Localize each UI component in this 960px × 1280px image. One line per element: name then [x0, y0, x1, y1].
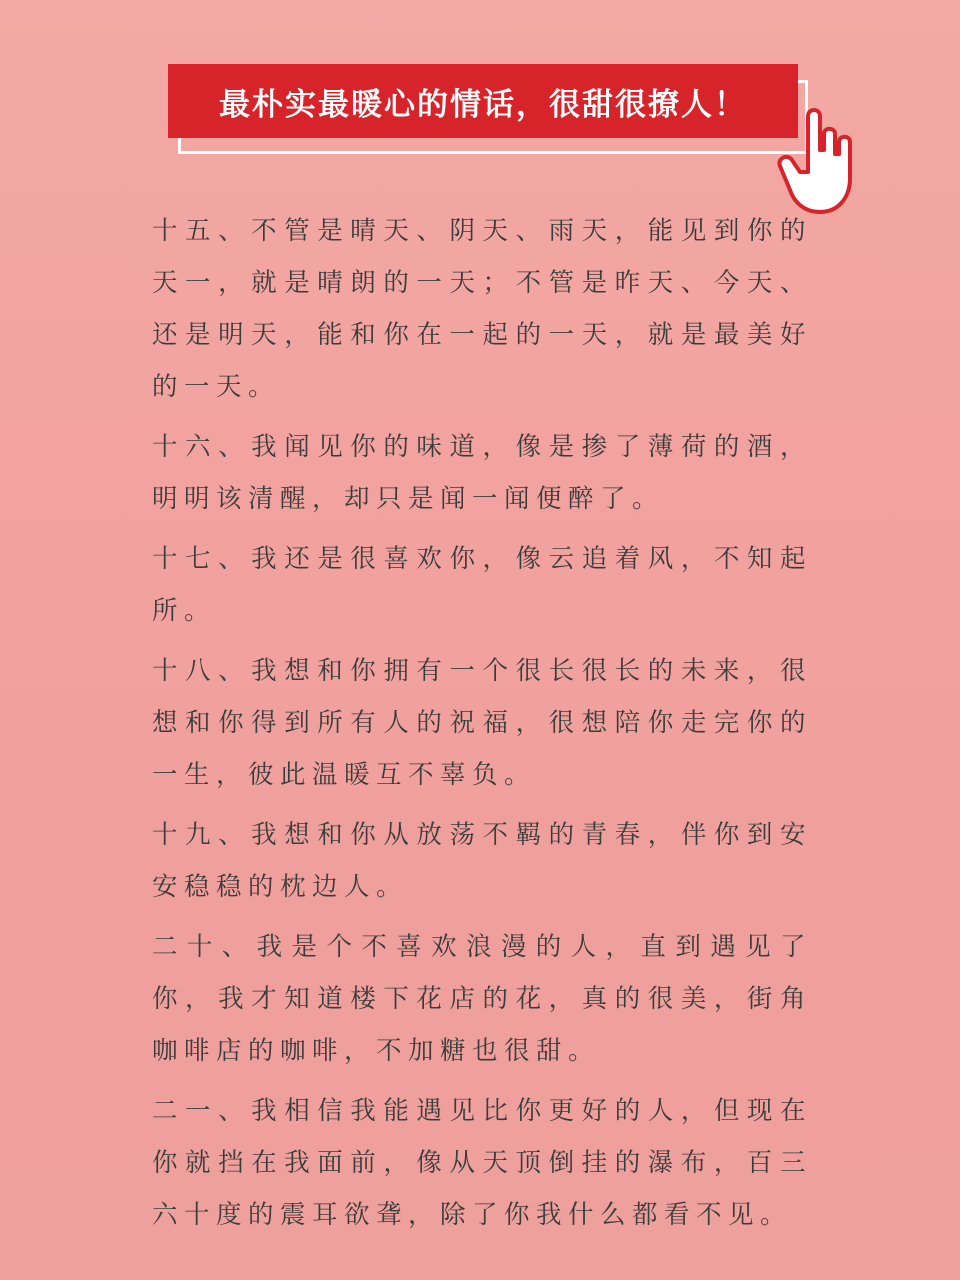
article-body — [0, 205, 960, 1249]
paragraph: 二一、我相信我能遇见比你更好的人，但现在你就挡在我面前，像从天顶倒挂的瀑布，百三六十度的震耳欲聋，除了你我什么都看不见。 — [152, 1097, 812, 1229]
pointing-hand-icon — [768, 98, 858, 218]
paragraph: 二十、我是个不喜欢浪漫的人，直到遇见了你，我才知道楼下花店的花，真的很美，街角咖啡店的咖啡，不加糖也很甜。 — [152, 933, 812, 1065]
paragraph: 十六、我闻见你的味道，像是掺了薄荷的酒，明明该清醒，却只是闻一闻便醉了。 — [152, 433, 812, 513]
banner-bar — [168, 64, 798, 138]
paragraph: 十九、我想和你从放荡不羁的青春，伴你到安安稳稳的枕边人。 — [152, 821, 812, 901]
page-title: 最朴实最暖心的情话，很甜很撩人！ — [219, 86, 747, 122]
paragraph: 十八、我想和你拥有一个很长很长的未来，很想和你得到所有人的祝福，很想陪你走完你的一生，彼此温暖互不辜负。 — [152, 657, 812, 789]
paragraph: 十五、不管是晴天、阴天、雨天，能见到你的天一，就是晴朗的一天；不管是昨天、今天、还是明天，能和你在一起的一天，就是最美好的一天。 — [152, 217, 812, 401]
paragraph: 十七、我还是很喜欢你，像云追着风，不知起所。 — [152, 545, 812, 625]
header-banner — [168, 64, 818, 176]
